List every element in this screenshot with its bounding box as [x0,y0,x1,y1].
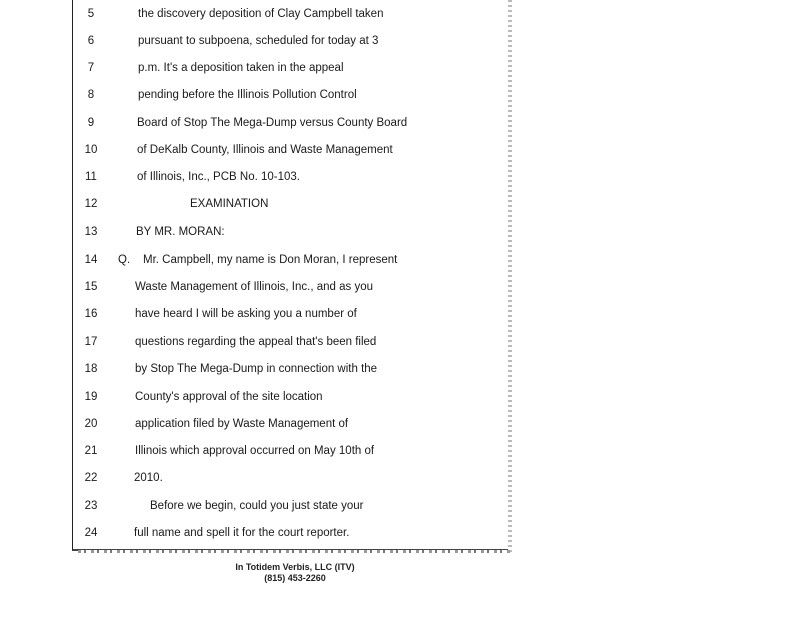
line-number: 20 [84,418,98,430]
line-text: of Illinois, Inc., PCB No. 10-103. [137,171,300,183]
line-text: Before we begin, could you just state your [150,500,364,512]
line-number: 21 [84,445,98,457]
line-number: 14 [84,254,98,266]
line-text: County's approval of the site location [135,391,323,403]
question-marker: Q. [118,254,131,266]
line-number: 13 [84,226,98,238]
line-text: pursuant to subpoena, scheduled for today at 3 [138,35,379,47]
line-number: 16 [84,308,98,320]
line-number: 5 [87,8,95,20]
line-text: have heard I will be asking you a number of [135,308,357,320]
line-text: the discovery deposition of Clay Campbell taken [138,8,384,20]
line-number: 23 [84,500,98,512]
footer-phone: (815) 453-2260 [264,573,326,583]
footer-company: In Totidem Verbis, LLC (ITV) [235,562,355,572]
scan-noise [78,550,510,553]
line-text: BY MR. MORAN: [136,226,225,238]
line-number: 22 [84,472,98,484]
section-heading: EXAMINATION [190,198,269,210]
line-text: questions regarding the appeal that's been filed [135,336,377,348]
line-number: 17 [84,336,98,348]
line-number: 10 [84,144,98,156]
line-number: 24 [84,527,98,539]
line-number: 8 [87,89,95,101]
line-number: 11 [85,171,97,183]
line-text: of DeKalb County, Illinois and Waste Management [137,144,393,156]
line-number: 12 [84,198,98,210]
line-text: Waste Management of Illinois, Inc., and as you [135,281,374,293]
line-number: 18 [84,363,98,375]
line-text: Board of Stop The Mega-Dump versus County Board [137,117,408,129]
line-number: 15 [84,281,98,293]
line-text: Illinois which approval occurred on May 10th of [135,445,375,457]
line-text: Mr. Campbell, my name is Don Moran, I represent [143,254,398,266]
line-text: pending before the Illinois Pollution Control [138,89,357,101]
line-text: by Stop The Mega-Dump in connection with the [135,363,378,375]
line-number: 6 [87,35,95,47]
line-text: full name and spell it for the court reporter. [134,527,350,539]
scan-edge [508,0,512,552]
line-number: 9 [87,117,95,129]
line-number: 7 [87,62,95,74]
line-text: application filed by Waste Management of [135,418,349,430]
line-number: 19 [84,391,98,403]
line-text: 2010. [134,472,163,484]
line-text: p.m. It's a deposition taken in the appeal [138,62,344,74]
